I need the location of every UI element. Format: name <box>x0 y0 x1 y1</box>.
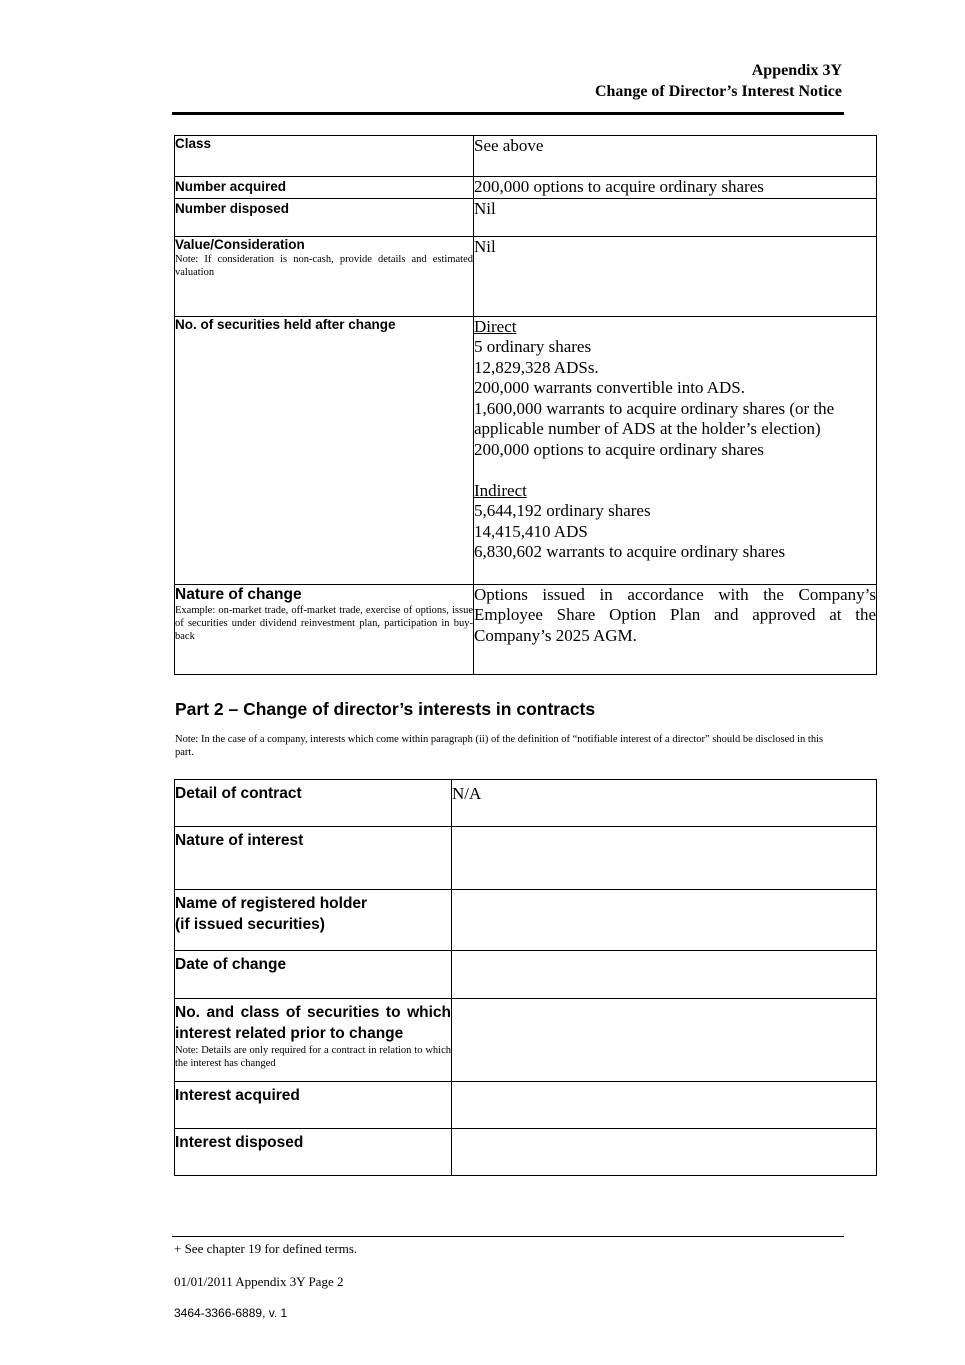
row-number-disposed <box>175 198 877 236</box>
securities-prior-note: Note: Details are only required for a contract in relation to which the interest has changed <box>175 1045 451 1069</box>
nature-of-interest-label: Nature of interest <box>175 827 452 890</box>
part2-title: Part 2 – Change of director’s interests in contracts <box>175 699 596 719</box>
part2-note: Note: In the case of a company, interests which come within paragraph (ii) of the definition of “notifiable interest of a director” should be disclosed in this part. <box>175 734 824 758</box>
number-acquired-label: Number acquired <box>175 177 474 199</box>
header-rule <box>172 112 844 115</box>
securities-held-label: No. of securities held after change <box>175 316 474 584</box>
part2-table <box>174 779 877 1176</box>
page-header <box>595 60 842 102</box>
row-securities-prior <box>175 999 877 1082</box>
direct-line: 1,600,000 warrants to acquire ordinary shares (or the applicable number of ADS at the holder’s election) <box>474 398 835 438</box>
number-disposed-value: Nil <box>474 198 877 236</box>
row-value-consideration <box>175 236 877 316</box>
row-securities-held <box>175 316 877 584</box>
class-value: See above <box>474 136 877 177</box>
row-detail-of-contract <box>175 780 877 827</box>
nature-of-change-label: Nature of change <box>175 585 302 603</box>
value-consideration-value: Nil <box>474 236 877 316</box>
part1-table <box>174 135 877 675</box>
securities-prior-cell <box>175 999 452 1082</box>
interest-acquired-value <box>452 1082 877 1129</box>
direct-line: 200,000 warrants convertible into ADS. <box>474 378 746 397</box>
row-number-acquired <box>175 177 877 199</box>
indirect-line: 5,644,192 ordinary shares <box>474 501 651 520</box>
interest-disposed-label: Interest disposed <box>175 1129 452 1176</box>
registered-holder-label <box>175 890 452 951</box>
direct-line: 5 ordinary shares <box>474 337 592 356</box>
row-date-of-change <box>175 951 877 999</box>
direct-line: 200,000 options to acquire ordinary shares <box>474 439 764 459</box>
header-appendix: Appendix 3Y <box>751 62 842 79</box>
row-registered-holder <box>175 890 877 951</box>
spacer <box>474 460 876 481</box>
interest-disposed-value <box>452 1129 877 1176</box>
date-of-change-value <box>452 951 877 999</box>
nature-of-change-note: Example: on-market trade, off-market trade, exercise of options, issue of securities under dividend reinvestment plan, participation in buy-back <box>175 604 473 642</box>
value-consideration-cell <box>175 236 474 316</box>
interest-acquired-label: Interest acquired <box>175 1082 452 1129</box>
footer-doc-id: 3464-3366-6889, v. 1 <box>174 1306 288 1320</box>
row-interest-disposed <box>175 1129 877 1176</box>
row-class <box>175 136 877 177</box>
nature-of-interest-value <box>452 827 877 890</box>
direct-heading: Direct <box>474 316 517 336</box>
indirect-line: 14,415,410 ADS <box>474 521 588 541</box>
footer-defined-terms: + See chapter 19 for defined terms. <box>174 1241 358 1256</box>
class-label: Class <box>175 136 474 177</box>
nature-of-change-cell <box>175 584 474 674</box>
footer-page-ref: 01/01/2011 Appendix 3Y Page 2 <box>174 1274 344 1289</box>
indirect-heading: Indirect <box>474 480 527 500</box>
registered-holder-line2: (if issued securities) <box>175 915 325 933</box>
row-interest-acquired <box>175 1082 877 1129</box>
securities-held-value <box>474 316 877 584</box>
nature-of-change-value: Options issued in accordance with the Company’s Employee Share Option Plan and approved at the Company’s 2025 AGM. <box>474 584 877 674</box>
number-disposed-label: Number disposed <box>175 198 474 236</box>
value-consideration-note: Note: If consideration is non-cash, provide details and estimated valuation <box>175 253 473 278</box>
securities-prior-value <box>452 999 877 1082</box>
header-title: Change of Director’s Interest Notice <box>594 83 842 100</box>
footer-rule <box>172 1236 844 1237</box>
row-nature-of-change <box>175 584 877 674</box>
indirect-line: 6,830,602 warrants to acquire ordinary shares <box>474 542 786 561</box>
row-nature-of-interest <box>175 827 877 890</box>
date-of-change-label: Date of change <box>175 951 452 999</box>
number-acquired-value: 200,000 options to acquire ordinary shares <box>474 177 877 199</box>
detail-of-contract-label: Detail of contract <box>175 780 452 827</box>
detail-of-contract-value: N/A <box>452 780 877 827</box>
registered-holder-line1: Name of registered holder <box>175 895 368 912</box>
securities-prior-label: No. and class of securities to which interest related prior to change <box>175 1004 451 1042</box>
value-consideration-label: Value/Consideration <box>175 236 305 252</box>
registered-holder-value <box>452 890 877 951</box>
direct-line: 12,829,328 ADSs. <box>474 357 599 377</box>
